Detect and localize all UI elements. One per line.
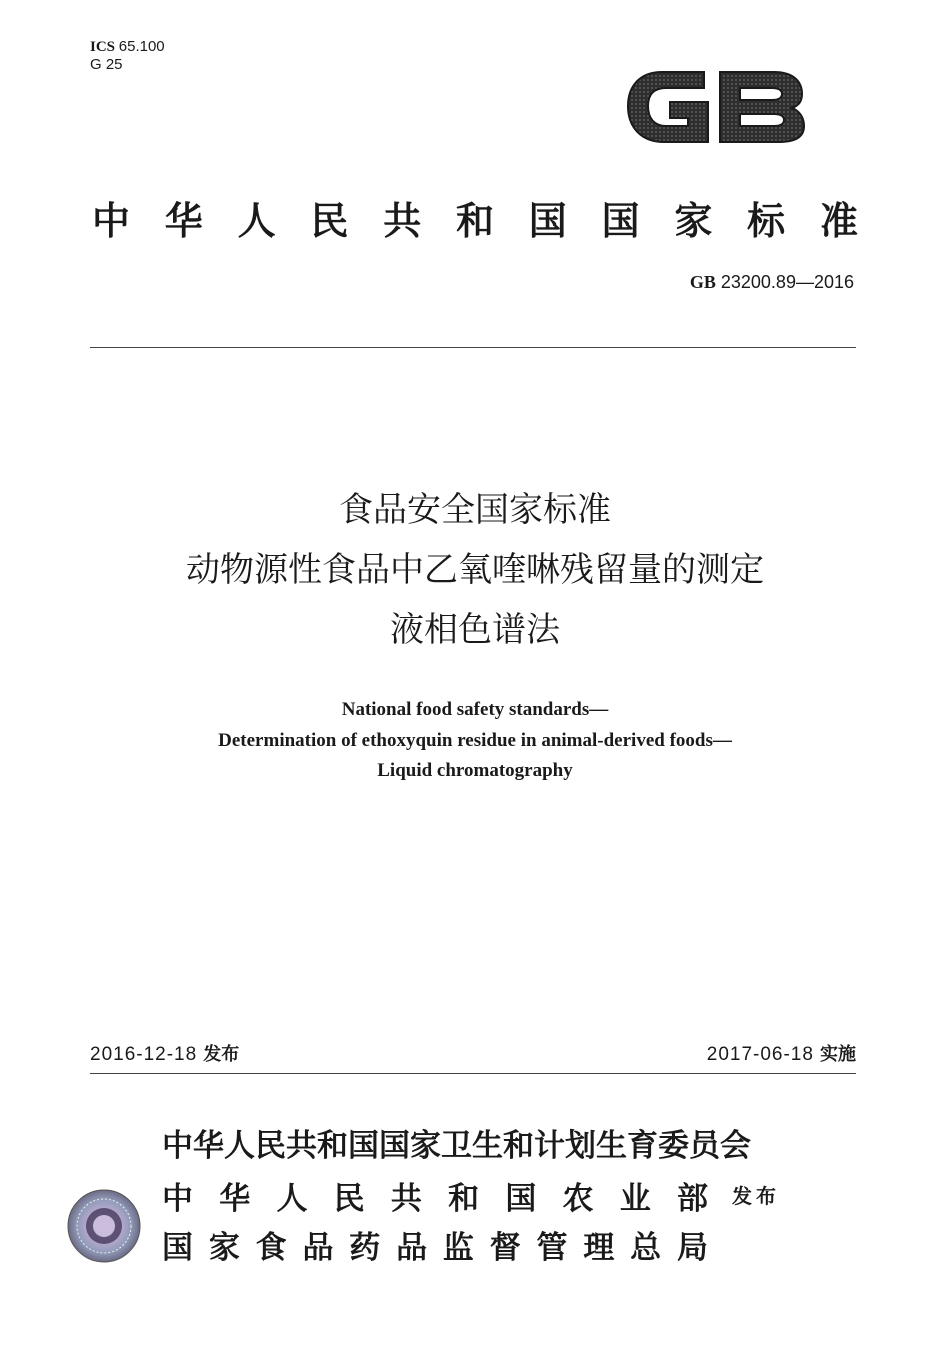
char: 人 (237, 199, 276, 243)
implement-label: 实施 (820, 1044, 856, 1065)
standard-number (690, 272, 854, 293)
char: 业 (619, 1181, 651, 1217)
char: 家 (208, 1230, 240, 1266)
footer-divider (90, 1073, 856, 1074)
char: 国 (505, 1181, 537, 1217)
standard-number-value: 23200.89—2016 (720, 272, 854, 292)
issue-label: 发布 (203, 1044, 240, 1065)
char: 和 (448, 1181, 480, 1217)
char: 和 (455, 199, 494, 243)
issue-date-group (90, 1040, 239, 1066)
char: 华 (219, 1181, 251, 1217)
char: 民 (255, 1128, 286, 1164)
ccs-code: G 25 (90, 56, 123, 73)
char: 共 (390, 1181, 422, 1217)
char: 和 (503, 1128, 534, 1164)
char: 监 (442, 1230, 474, 1266)
char: 总 (630, 1230, 662, 1266)
issuer-line-3 (162, 1222, 708, 1267)
char: 局 (676, 1230, 708, 1266)
publish-label: 发布 (732, 1184, 780, 1208)
char: 国 (601, 199, 640, 243)
char: 督 (489, 1230, 521, 1266)
char: 国 (162, 1230, 193, 1266)
char: 生 (596, 1128, 627, 1164)
char: 计 (534, 1128, 565, 1164)
char: 农 (562, 1181, 594, 1217)
header-divider (90, 347, 856, 348)
char: 共 (286, 1128, 317, 1164)
english-title-line-1: National food safety standards— (341, 699, 609, 720)
dates-row (90, 1040, 856, 1066)
char: 国 (528, 199, 567, 243)
issuer-line-1 (162, 1120, 751, 1165)
gb-logo-icon (622, 58, 806, 154)
implement-date: 2017-06-18 (706, 1044, 814, 1065)
hologram-seal-icon (66, 1188, 142, 1264)
char: 生 (472, 1128, 503, 1164)
char: 药 (349, 1230, 381, 1266)
english-title-line-3: Liquid chromatography (377, 760, 573, 781)
ics-value: 65.100 (118, 38, 165, 55)
char: 中 (92, 199, 131, 243)
char: 食 (255, 1230, 287, 1266)
ics-label: ICS (90, 39, 116, 55)
char: 民 (333, 1181, 365, 1217)
char: 育 (627, 1128, 658, 1164)
english-title-line-2: Determination of ethoxyquin residue in animal-derived foods— (218, 729, 732, 751)
char: 管 (536, 1230, 568, 1266)
char: 划 (565, 1128, 596, 1164)
classification-codes (90, 38, 165, 74)
chinese-title (0, 480, 950, 660)
char: 共 (383, 199, 422, 243)
char: 委 (658, 1128, 689, 1164)
char: 标 (747, 199, 786, 243)
char: 民 (310, 199, 349, 243)
char: 家 (674, 199, 713, 243)
char: 华 (193, 1128, 224, 1164)
chinese-title-line-3: 液相色谱法 (390, 610, 560, 650)
char: 人 (224, 1128, 255, 1164)
char: 部 (676, 1181, 708, 1217)
char: 准 (819, 199, 858, 243)
issuer-line-2 (162, 1173, 708, 1218)
char: 华 (164, 199, 203, 243)
char: 人 (276, 1181, 308, 1217)
char: 品 (396, 1230, 428, 1266)
char: 家 (410, 1128, 441, 1164)
english-title (0, 695, 950, 787)
char: 和 (317, 1128, 348, 1164)
chinese-title-line-2: 动物源性食品中乙氧喹啉残留量的测定 (186, 550, 764, 590)
char: 理 (583, 1230, 615, 1266)
char: 品 (302, 1230, 334, 1266)
char: 中 (162, 1128, 193, 1164)
ics-code (90, 38, 165, 56)
char: 卫 (441, 1128, 472, 1164)
char: 员 (689, 1128, 720, 1164)
char: 会 (720, 1128, 751, 1164)
state-standard-title (92, 190, 858, 245)
char: 中 (162, 1181, 193, 1217)
chinese-title-line-1: 食品安全国家标准 (339, 490, 611, 530)
standard-prefix: GB (689, 272, 716, 292)
implement-date-group (707, 1040, 856, 1066)
char: 国 (379, 1128, 410, 1164)
char: 国 (348, 1128, 379, 1164)
issue-date: 2016-12-18 (90, 1044, 198, 1065)
